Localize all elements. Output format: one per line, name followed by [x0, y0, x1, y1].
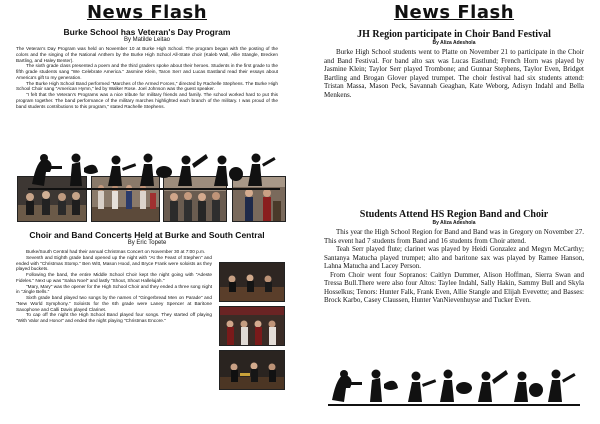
paragraph: Burke/South Central had their annual Christmas Concert on November 30 at 7:00 p.m.	[26, 249, 206, 254]
marching-band-silhouette-icon	[324, 366, 584, 408]
article-hs-region	[324, 209, 584, 305]
paragraph: This year the High School Region for Band and Band was in Gregory on November 27. This event had 7 students from Band and 16 students from Choir attend.	[324, 228, 584, 245]
byline-hs-region: By Aliza Adeshola	[432, 220, 476, 226]
article-body-concerts	[16, 249, 212, 324]
masthead-left: News Flash	[86, 2, 208, 23]
article-headline-jh-region: JH Region participate in Choir Band Festival	[357, 29, 551, 40]
article-body-veterans-day	[16, 46, 278, 109]
paragraph: "Mary, Mary" was the opener for the High School Choir and they ended a three song night in "Jingle Bells."	[16, 283, 212, 295]
paragraph: The Veteran's Day Program was held on November 10 at Burke High School. The program began with the posting of the colors and the singing of the National Anthem by the Burke High School All-State choir (Kaleb Wall, Allie Stangle, Brecken Bartling, and Haley Benter).	[16, 46, 278, 63]
paragraph: Sixth grade band played two songs by the names of "Gingerbread Men on Parade" and "New World Symphony." Soloists for the 6th grade were Laney Spencer at Baritone Saxophone and Calli Davis played Clarinet.	[16, 295, 212, 312]
article-headline-veterans-day: Burke School has Veteran's Day Program	[63, 27, 231, 37]
paragraph: From Choir went four Sopranos: Caitlyn Dummer, Alison Hoffman, Sierra Swan and Tressa Bull.There were also four Altos: Taylee Indahl, Sally Hakin, Sammy Bull and Skyla Hosselkus; Tenors: Hunter Falk, Frank Even, Allie Stangle and Elijah Evevette; and Basses: Brock Karbo, Casey Claussen, Hunter VanNievenhuyse and Tucker Even.	[324, 270, 584, 304]
paragraph: To cap off the night the High School Band played four songs. They started off playing "With Valor and Honor" and ended the night playing "Christmas Encore."	[16, 312, 212, 323]
article-body-jh-region	[324, 48, 584, 99]
paragraph: Seventh and Eighth grade band opened up the night with "At the Feast of Stephen" and ended with "Christmas Stomp." Ben Witt, Mason Hood, and Bryce Frank were soloists as they played buckets.	[16, 254, 212, 272]
paragraph: "I felt that the Veteran's Programs was a nice tribute for military friends and family. The school worked hard to put this program together. The band performance of the military marches highlighted each branch of the military. I was proud of the band students contributions to this program," stated Rachelle Stephens.	[16, 92, 278, 109]
photo-high-school-band	[219, 350, 285, 390]
paragraph: Teah Serr played flute; clarinet was played by Heidi Gonzalez and Megyn McCarthy; Santanya Matucha played trumpet; alto and baritone sax was played by Ramee Hanson, Lahna Matucha and Lacey Person.	[324, 245, 584, 270]
photo-concert-choir	[219, 306, 285, 346]
byline-veterans-day: By Matilde Leitao	[123, 37, 171, 43]
article-headline-hs-region: Students Attend HS Region Band and Choir	[359, 209, 549, 220]
byline-concerts: By Eric Topete	[127, 240, 167, 246]
paragraph: The sixth grade class presented a poem and the third graders spoke about their heroes. Students in the first grade to the fifth grade students sang "We Celebrate America." Jasmine Klein, Taron Serr and Lucas Eastland read their essays about America's gift to my generation.	[16, 63, 278, 80]
photo-concert-band	[219, 262, 285, 302]
article-headline-concerts: Choir and Band Concerts Held at Burke and South Central	[29, 230, 265, 240]
paragraph: Burke High School students went to Platte on November 21 to participate in the Choir and Band Festival. For band alto sax was Lucas Eastlund; French Horn was played by Jasmine Klein; Taylor Serr played Trombone; and Gunnar Stephens, Taylor Even, Bridget Bartling and Brogan Glover played trumpet. The choir festival had six students attend: Tristan Massa, Mason Peck, Savannah Geaghan, Kate Weborg, Adisyn Indahl and Bella Menkens.	[324, 48, 584, 99]
byline-jh-region: By Aliza Adeshola	[432, 40, 476, 46]
paragraph: The Burke High School Band performed "Marches of the Armed Forces," directed by Rachelle Stephens. The Burke High School Choir sang "American Hymn," led by Walker Rose. Joel Johnson was the guest speaker.	[16, 80, 278, 92]
paragraph: Following the band, the entire Middle School Choir kept the night going with "Adeste Fideles." Next up was "Salsa Noel" and lastly "Shout, Shout Hallelujah."	[16, 272, 212, 283]
masthead-right: News Flash	[393, 2, 515, 23]
marching-band-silhouette-icon	[24, 150, 284, 192]
article-body-hs-region	[324, 228, 584, 305]
